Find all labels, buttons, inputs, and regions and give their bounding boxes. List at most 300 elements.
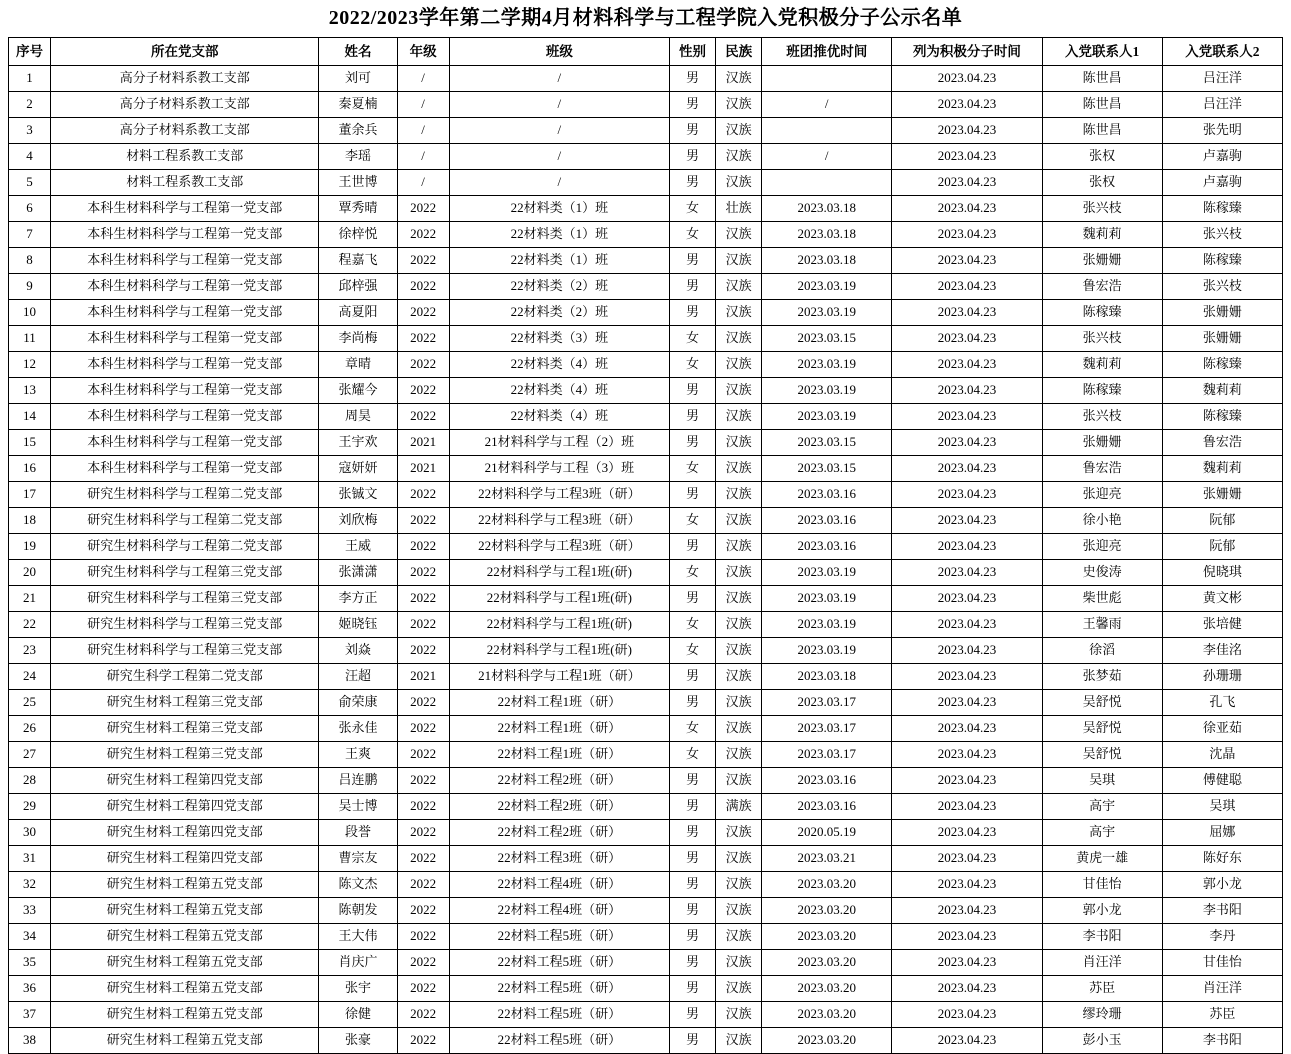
table-cell: 2023.03.18 — [762, 248, 892, 274]
table-cell: 研究生材料科学与工程第二党支部 — [51, 482, 319, 508]
table-cell: 女 — [670, 716, 716, 742]
table-cell: 李书阳 — [1042, 924, 1162, 950]
table-cell: / — [397, 144, 449, 170]
table-cell: 2023.03.17 — [762, 690, 892, 716]
table-cell: 22材料类（1）班 — [449, 196, 669, 222]
table-cell: 女 — [670, 560, 716, 586]
table-row — [9, 326, 1283, 352]
table-cell: 黄虎一雄 — [1042, 846, 1162, 872]
table-cell: 王大伟 — [319, 924, 397, 950]
table-cell: 2023.04.23 — [892, 950, 1042, 976]
table-cell: 研究生材料科学与工程第三党支部 — [51, 560, 319, 586]
table-cell: 本科生材料科学与工程第一党支部 — [51, 274, 319, 300]
column-header: 序号 — [9, 38, 51, 66]
table-cell: 2022 — [397, 248, 449, 274]
table-cell: 男 — [670, 846, 716, 872]
table-cell: 卢嘉驹 — [1162, 170, 1282, 196]
table-cell: 汉族 — [716, 92, 762, 118]
table-cell: 研究生材料工程第五党支部 — [51, 976, 319, 1002]
table-cell: 男 — [670, 534, 716, 560]
table-cell: 张兴枝 — [1162, 274, 1282, 300]
table-cell: 张先明 — [1162, 118, 1282, 144]
table-cell: 2022 — [397, 586, 449, 612]
table-cell: 阮郁 — [1162, 534, 1282, 560]
table-cell: 2023.04.23 — [892, 924, 1042, 950]
table-cell: 张迎亮 — [1042, 534, 1162, 560]
column-header: 年级 — [397, 38, 449, 66]
table-cell: 段誉 — [319, 820, 397, 846]
table-cell: 汉族 — [716, 820, 762, 846]
table-row — [9, 950, 1283, 976]
table-cell: 汉族 — [716, 924, 762, 950]
table-cell: / — [449, 92, 669, 118]
table-cell: 22材料类（2）班 — [449, 274, 669, 300]
table-cell: 5 — [9, 170, 51, 196]
table-cell: 沈晶 — [1162, 742, 1282, 768]
table-cell: 张姗姗 — [1162, 300, 1282, 326]
table-cell: 男 — [670, 482, 716, 508]
table-cell: 周昊 — [319, 404, 397, 430]
table-cell: 男 — [670, 950, 716, 976]
table-row — [9, 638, 1283, 664]
table-cell: 汉族 — [716, 664, 762, 690]
table-cell: 2023.04.23 — [892, 482, 1042, 508]
column-header: 班级 — [449, 38, 669, 66]
table-cell: 2023.03.16 — [762, 768, 892, 794]
table-cell: 李尚梅 — [319, 326, 397, 352]
table-cell: 22材料工程2班（研） — [449, 820, 669, 846]
table-cell: 2022 — [397, 690, 449, 716]
table-cell: 汉族 — [716, 898, 762, 924]
table-cell: 2 — [9, 92, 51, 118]
table-cell: 刘焱 — [319, 638, 397, 664]
table-cell: 26 — [9, 716, 51, 742]
table-cell: 本科生材料科学与工程第一党支部 — [51, 300, 319, 326]
table-cell: 李佳洺 — [1162, 638, 1282, 664]
table-cell: 19 — [9, 534, 51, 560]
table-cell: / — [397, 118, 449, 144]
table-row — [9, 664, 1283, 690]
table-cell: / — [449, 118, 669, 144]
table-cell: 22材料工程5班（研） — [449, 950, 669, 976]
table-row — [9, 248, 1283, 274]
table-cell: 男 — [670, 1028, 716, 1054]
table-cell: 2022 — [397, 508, 449, 534]
table-cell: 2022 — [397, 794, 449, 820]
table-cell: 研究生材料工程第五党支部 — [51, 898, 319, 924]
table-row — [9, 508, 1283, 534]
table-cell: 孔飞 — [1162, 690, 1282, 716]
table-cell: 33 — [9, 898, 51, 924]
table-cell: 男 — [670, 872, 716, 898]
table-cell: 2023.04.23 — [892, 794, 1042, 820]
table-cell: 郭小龙 — [1162, 872, 1282, 898]
table-cell: 22材料类（3）班 — [449, 326, 669, 352]
table-cell: 李方正 — [319, 586, 397, 612]
table-cell: / — [449, 144, 669, 170]
table-cell: 陈稼臻 — [1042, 300, 1162, 326]
table-cell: 张姗姗 — [1042, 248, 1162, 274]
table-cell: 甘佳怡 — [1162, 950, 1282, 976]
table-cell: 陈文杰 — [319, 872, 397, 898]
table-cell: 研究生材料工程第三党支部 — [51, 742, 319, 768]
table-cell: 22材料工程3班（研） — [449, 846, 669, 872]
table-cell: 研究生材料工程第四党支部 — [51, 768, 319, 794]
table-cell: 21材料科学与工程1班（研） — [449, 664, 669, 690]
table-cell: 2022 — [397, 300, 449, 326]
table-cell: 男 — [670, 300, 716, 326]
table-cell: 汉族 — [716, 612, 762, 638]
table-cell: 2022 — [397, 638, 449, 664]
table-cell: 研究生材料工程第三党支部 — [51, 716, 319, 742]
table-cell: 陈世昌 — [1042, 92, 1162, 118]
table-cell: 张兴枝 — [1042, 326, 1162, 352]
table-cell: 研究生材料工程第四党支部 — [51, 794, 319, 820]
table-cell: 21材料科学与工程（2）班 — [449, 430, 669, 456]
table-cell: 22材料类（2）班 — [449, 300, 669, 326]
table-cell: 2023.03.15 — [762, 326, 892, 352]
table-row — [9, 404, 1283, 430]
table-cell: / — [449, 170, 669, 196]
table-cell: 2023.04.23 — [892, 742, 1042, 768]
table-cell: 本科生材料科学与工程第一党支部 — [51, 352, 319, 378]
table-cell: 2022 — [397, 482, 449, 508]
table-cell: 男 — [670, 144, 716, 170]
table-cell: 22材料工程4班（研） — [449, 872, 669, 898]
table-cell: 研究生材料工程第三党支部 — [51, 690, 319, 716]
table-cell: 汉族 — [716, 638, 762, 664]
table-cell: 2020.05.19 — [762, 820, 892, 846]
table-cell: / — [397, 92, 449, 118]
column-header: 入党联系人1 — [1042, 38, 1162, 66]
table-cell: 汉族 — [716, 1002, 762, 1028]
table-cell: 张培健 — [1162, 612, 1282, 638]
table-cell: 鲁宏浩 — [1162, 430, 1282, 456]
table-cell: 缪玲珊 — [1042, 1002, 1162, 1028]
table-cell: 38 — [9, 1028, 51, 1054]
table-cell: 20 — [9, 560, 51, 586]
table-cell: 2022 — [397, 222, 449, 248]
table-cell: 2023.03.19 — [762, 638, 892, 664]
table-cell: 22材料工程2班（研） — [449, 768, 669, 794]
table-cell: 2023.04.23 — [892, 820, 1042, 846]
table-cell: 吕汪洋 — [1162, 92, 1282, 118]
table-cell: 汉族 — [716, 976, 762, 1002]
table-cell: 16 — [9, 456, 51, 482]
table-cell: 2023.04.23 — [892, 1028, 1042, 1054]
table-cell: 研究生材料工程第五党支部 — [51, 872, 319, 898]
table-cell: 李瑶 — [319, 144, 397, 170]
column-header: 性别 — [670, 38, 716, 66]
table-cell: 2021 — [397, 456, 449, 482]
table-cell: 12 — [9, 352, 51, 378]
table-cell: 2022 — [397, 768, 449, 794]
table-cell: 汉族 — [716, 716, 762, 742]
table-cell: 22材料科学与工程3班（研） — [449, 508, 669, 534]
table-cell: 柴世彪 — [1042, 586, 1162, 612]
table-cell: 女 — [670, 326, 716, 352]
table-cell: 2022 — [397, 352, 449, 378]
table-cell: 张权 — [1042, 144, 1162, 170]
table-cell: 37 — [9, 1002, 51, 1028]
table-cell: 2023.03.16 — [762, 794, 892, 820]
table-cell: 程嘉飞 — [319, 248, 397, 274]
table-cell: 女 — [670, 222, 716, 248]
table-row — [9, 118, 1283, 144]
table-cell: 张耀今 — [319, 378, 397, 404]
table-cell: 彭小玉 — [1042, 1028, 1162, 1054]
table-cell: 22材料科学与工程1班(研) — [449, 586, 669, 612]
table-cell: 陈稼臻 — [1162, 352, 1282, 378]
table-cell: 22材料工程1班（研） — [449, 690, 669, 716]
table-cell: 女 — [670, 742, 716, 768]
table-cell: 2022 — [397, 872, 449, 898]
table-cell: 王世博 — [319, 170, 397, 196]
table-cell: 汉族 — [716, 404, 762, 430]
table-cell: 2023.04.23 — [892, 326, 1042, 352]
table-cell: 22材料工程1班（研） — [449, 716, 669, 742]
table-cell: 2022 — [397, 1002, 449, 1028]
table-cell: 曹宗友 — [319, 846, 397, 872]
table-cell: 2023.03.20 — [762, 1028, 892, 1054]
table-cell: 2023.03.18 — [762, 664, 892, 690]
table-cell: 汉族 — [716, 586, 762, 612]
table-cell: 2023.04.23 — [892, 768, 1042, 794]
table-cell: 男 — [670, 118, 716, 144]
table-cell: 22材料类（4）班 — [449, 404, 669, 430]
table-cell: 23 — [9, 638, 51, 664]
table-cell: 刘欣梅 — [319, 508, 397, 534]
table-cell: 2022 — [397, 924, 449, 950]
table-cell: 壮族 — [716, 196, 762, 222]
column-header: 民族 — [716, 38, 762, 66]
table-cell: 22材料科学与工程3班（研） — [449, 482, 669, 508]
table-cell: 2022 — [397, 898, 449, 924]
table-cell: 2022 — [397, 326, 449, 352]
table-cell: 屈娜 — [1162, 820, 1282, 846]
table-cell: 高分子材料系教工支部 — [51, 66, 319, 92]
table-cell: 22材料科学与工程1班(研) — [449, 638, 669, 664]
table-row — [9, 1028, 1283, 1054]
table-cell: 陈世昌 — [1042, 66, 1162, 92]
table-cell: 2023.04.23 — [892, 92, 1042, 118]
table-cell: 30 — [9, 820, 51, 846]
table-cell: 徐滔 — [1042, 638, 1162, 664]
table-cell: 2023.03.20 — [762, 950, 892, 976]
table-cell: 2022 — [397, 378, 449, 404]
table-cell: 阮郁 — [1162, 508, 1282, 534]
table-row — [9, 300, 1283, 326]
table-cell: 张永佳 — [319, 716, 397, 742]
table-cell: 2023.04.23 — [892, 456, 1042, 482]
table-row — [9, 378, 1283, 404]
table-cell: / — [397, 66, 449, 92]
table-cell: 2023.03.21 — [762, 846, 892, 872]
table-cell: 汉族 — [716, 222, 762, 248]
table-cell: 2023.04.23 — [892, 716, 1042, 742]
table-cell: 15 — [9, 430, 51, 456]
table-cell: 汉族 — [716, 690, 762, 716]
table-cell: 31 — [9, 846, 51, 872]
table-cell: 研究生材料工程第四党支部 — [51, 820, 319, 846]
table-cell: 22材料工程5班（研） — [449, 1002, 669, 1028]
table-cell: 肖汪洋 — [1042, 950, 1162, 976]
table-cell: 2023.04.23 — [892, 430, 1042, 456]
public-notice-table — [8, 37, 1283, 1054]
table-cell: 张宇 — [319, 976, 397, 1002]
table-cell: 男 — [670, 690, 716, 716]
table-cell: 王威 — [319, 534, 397, 560]
table-cell: 2023.03.19 — [762, 274, 892, 300]
table-cell: 李书阳 — [1162, 1028, 1282, 1054]
table-cell: 覃秀晴 — [319, 196, 397, 222]
table-cell: 吴士博 — [319, 794, 397, 820]
table-cell: 2023.03.20 — [762, 1002, 892, 1028]
table-cell: 男 — [670, 664, 716, 690]
table-cell: 王爽 — [319, 742, 397, 768]
table-cell: 女 — [670, 196, 716, 222]
column-header: 所在党支部 — [51, 38, 319, 66]
table-cell: 32 — [9, 872, 51, 898]
table-cell: 魏莉莉 — [1042, 222, 1162, 248]
table-row — [9, 794, 1283, 820]
table-cell: 2023.03.20 — [762, 976, 892, 1002]
table-cell: 男 — [670, 586, 716, 612]
table-cell: 2023.04.23 — [892, 638, 1042, 664]
table-row — [9, 456, 1283, 482]
table-cell: 卢嘉驹 — [1162, 144, 1282, 170]
table-cell: 25 — [9, 690, 51, 716]
table-cell: 汉族 — [716, 118, 762, 144]
table-cell: 22材料类（4）班 — [449, 352, 669, 378]
table-cell: 2022 — [397, 560, 449, 586]
table-cell: 汉族 — [716, 144, 762, 170]
table-cell: 2023.03.20 — [762, 898, 892, 924]
table-cell: 张姗姗 — [1042, 430, 1162, 456]
table-cell: 陈世昌 — [1042, 118, 1162, 144]
table-cell: 张姗姗 — [1162, 326, 1282, 352]
table-cell: 俞荣康 — [319, 690, 397, 716]
table-cell: 男 — [670, 820, 716, 846]
table-cell: 28 — [9, 768, 51, 794]
table-cell: 6 — [9, 196, 51, 222]
table-cell: 吴琪 — [1042, 768, 1162, 794]
table-cell: 徐亚茹 — [1162, 716, 1282, 742]
table-row — [9, 534, 1283, 560]
table-cell: 2023.04.23 — [892, 170, 1042, 196]
table-cell: 7 — [9, 222, 51, 248]
table-cell: 2023.03.19 — [762, 560, 892, 586]
table-cell: 鲁宏浩 — [1042, 456, 1162, 482]
table-cell: 2023.04.23 — [892, 222, 1042, 248]
table-cell: 研究生材料工程第五党支部 — [51, 950, 319, 976]
table-row — [9, 66, 1283, 92]
table-cell: 高夏阳 — [319, 300, 397, 326]
table-cell: 女 — [670, 638, 716, 664]
table-cell: 研究生材料科学与工程第三党支部 — [51, 586, 319, 612]
table-cell: 4 — [9, 144, 51, 170]
table-cell: 高宇 — [1042, 820, 1162, 846]
table-row — [9, 196, 1283, 222]
table-cell — [762, 170, 892, 196]
table-cell: 2022 — [397, 612, 449, 638]
table-cell: 汉族 — [716, 950, 762, 976]
table-cell: 汉族 — [716, 872, 762, 898]
table-cell: 1 — [9, 66, 51, 92]
table-cell: 研究生材料科学与工程第三党支部 — [51, 638, 319, 664]
table-row — [9, 872, 1283, 898]
table-cell: 22材料科学与工程3班（研） — [449, 534, 669, 560]
table-cell: 2023.03.16 — [762, 482, 892, 508]
table-cell: 2023.04.23 — [892, 560, 1042, 586]
table-cell: 22材料工程1班（研） — [449, 742, 669, 768]
table-cell: 汉族 — [716, 352, 762, 378]
table-cell: 女 — [670, 612, 716, 638]
table-cell: 本科生材料科学与工程第一党支部 — [51, 222, 319, 248]
table-cell: 徐梓悦 — [319, 222, 397, 248]
table-cell: 吕连鹏 — [319, 768, 397, 794]
table-cell: 倪晓琪 — [1162, 560, 1282, 586]
table-row — [9, 274, 1283, 300]
table-cell: 22材料科学与工程1班(研) — [449, 612, 669, 638]
table-cell: 男 — [670, 378, 716, 404]
table-cell: 秦夏楠 — [319, 92, 397, 118]
table-cell: 3 — [9, 118, 51, 144]
table-cell: 本科生材料科学与工程第一党支部 — [51, 456, 319, 482]
table-cell: 本科生材料科学与工程第一党支部 — [51, 404, 319, 430]
table-cell: 2023.04.23 — [892, 508, 1042, 534]
table-cell: 材料工程系教工支部 — [51, 170, 319, 196]
table-cell: 王馨雨 — [1042, 612, 1162, 638]
table-cell: 陈稼臻 — [1162, 196, 1282, 222]
table-row — [9, 742, 1283, 768]
table-cell: 2023.03.15 — [762, 456, 892, 482]
column-header: 班团推优时间 — [762, 38, 892, 66]
table-cell: 2021 — [397, 664, 449, 690]
table-cell: 王宇欢 — [319, 430, 397, 456]
table-cell: 吴舒悦 — [1042, 690, 1162, 716]
table-cell: 汉族 — [716, 326, 762, 352]
table-cell: 李丹 — [1162, 924, 1282, 950]
table-cell: 2023.03.17 — [762, 742, 892, 768]
table-cell: 29 — [9, 794, 51, 820]
table-cell: 男 — [670, 898, 716, 924]
table-cell: 18 — [9, 508, 51, 534]
table-cell: 男 — [670, 404, 716, 430]
table-cell: 张铖文 — [319, 482, 397, 508]
table-cell: 汉族 — [716, 742, 762, 768]
table-row — [9, 352, 1283, 378]
table-cell: 汉族 — [716, 300, 762, 326]
table-cell: 郭小龙 — [1042, 898, 1162, 924]
table-cell: 苏臣 — [1162, 1002, 1282, 1028]
table-cell: 2023.03.18 — [762, 196, 892, 222]
table-cell: 汉族 — [716, 170, 762, 196]
table-cell: 8 — [9, 248, 51, 274]
table-cell — [762, 118, 892, 144]
table-cell: 2023.04.23 — [892, 300, 1042, 326]
table-cell: 2023.04.23 — [892, 534, 1042, 560]
table-cell: 2023.03.20 — [762, 872, 892, 898]
table-cell: 2023.03.20 — [762, 924, 892, 950]
table-cell: 男 — [670, 92, 716, 118]
table-cell: 汉族 — [716, 768, 762, 794]
table-cell: 35 — [9, 950, 51, 976]
table-row — [9, 612, 1283, 638]
table-cell: 研究生材料工程第五党支部 — [51, 1028, 319, 1054]
table-cell: 汉族 — [716, 1028, 762, 1054]
table-cell: 21材料科学与工程（3）班 — [449, 456, 669, 482]
